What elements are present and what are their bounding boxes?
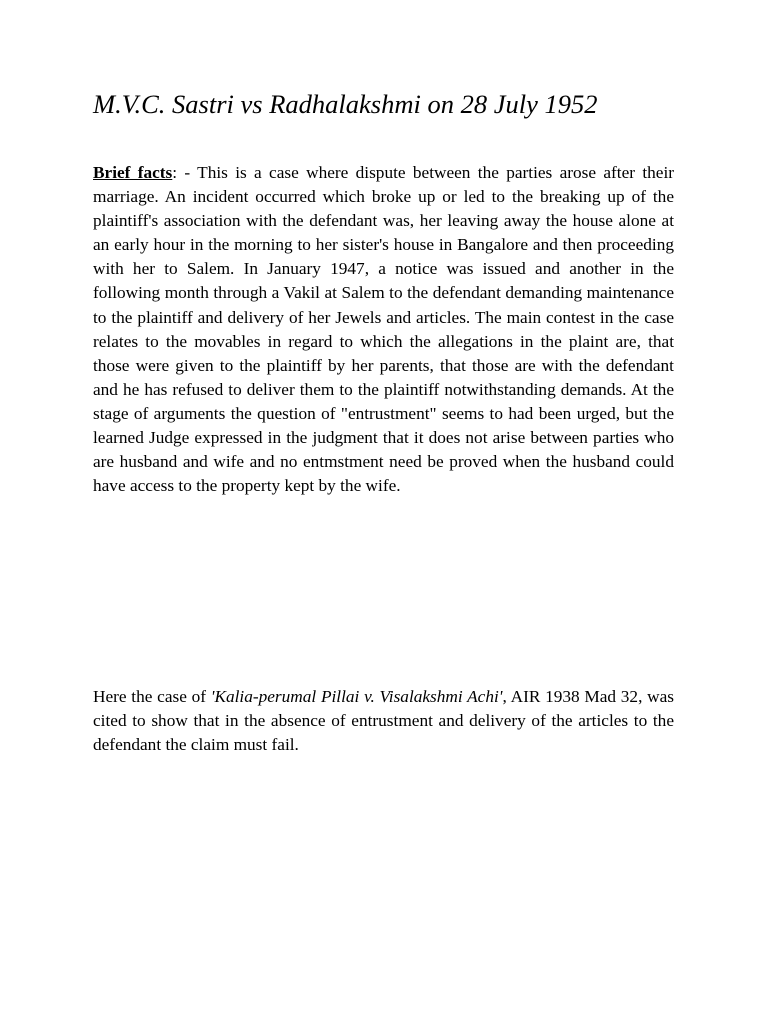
cited-case-text: , AIR 1938 Mad 32, was cited to show that in the absence of entrustment and delivery of the articles to the defendant the claim must fail. (93, 687, 674, 755)
document-title: M.V.C. Sastri vs Radhalakshmi on 28 July 1952 (93, 89, 598, 119)
brief-facts-text: : - This is a case where dispute between the parties arose after their marriage. An incident occurred which broke up or led to the breaking up of the plaintiff's association with the defendant was, her leaving away the house alone at an early hour in the morning to her sister's house in Bangalore and then proceeding with her to Salem. In January 1947, a notice was issued and another in the following month through a Vakil at Salem to the defendant demanding maintenance to the plaintiff and delivery of her Jewels and articles. The main contest in the case relates to the movables in regard to which the allegations in the plaint are, that those were given to the plaintiff by her parents, that those are with the defendant and he has refused to deliver them to the plaintiff notwithstanding demands. At the stage of arguments the question of "entrustment" seems to had been urged, but the learned Judge expressed in the judgment that it does not arise between parties who are husband and wife and no entmstment need be proved when the husband could have access to the property kept by the wife. (93, 163, 674, 496)
cited-case-name: 'Kalia-perumal Pillai v. Visalakshmi Achi' (210, 687, 503, 706)
brief-facts-paragraph (93, 161, 674, 498)
cited-case-paragraph (93, 685, 674, 757)
cited-case-intro: Here the case of (93, 687, 211, 706)
brief-facts-heading: Brief facts (93, 163, 173, 182)
